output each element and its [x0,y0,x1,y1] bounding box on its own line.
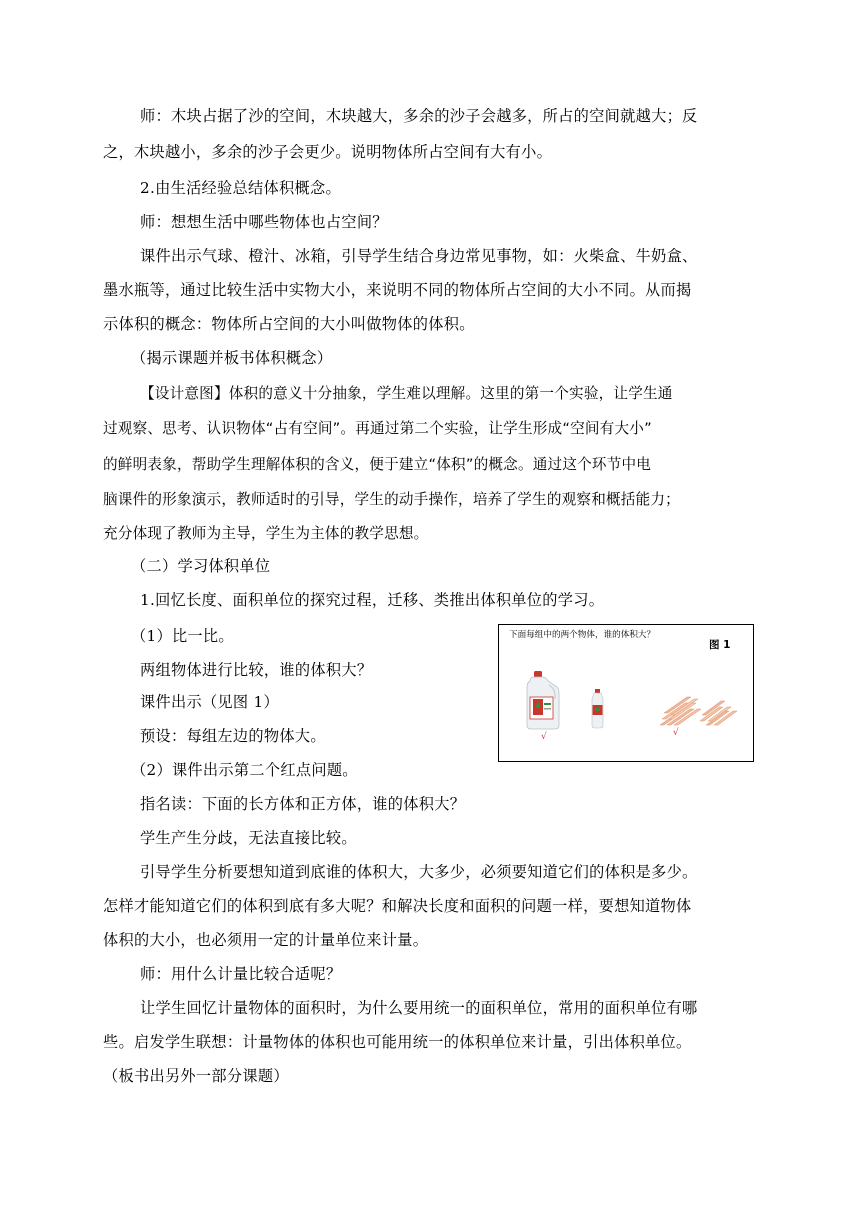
stick-bundle-small-icon [700,701,737,725]
design-intent-line: 充分体现了教师为主导，学生为主体的教学思想。 [103,525,429,542]
paragraph-line: 课件出示气球、橙汁、冰箱，引导学生结合身边常见事物，如：火柴盒、牛奶盒、 [140,247,698,265]
figure-question: 下面每组中的两个物体，谁的体积大？ [509,630,656,640]
section-heading: 2.由生活经验总结体积概念。 [140,179,341,197]
paragraph-line: 师：用什么计量比较合适呢？ [140,965,342,983]
paragraph-line: （2）课件出示第二个红点问题。 [131,761,358,779]
paragraph-line: 课件出示（见图 1） [140,693,279,711]
design-intent-line: 过观察、思考、认识物体“占有空间”。再通过第二个实验，让学生形成“空间有大小” [103,420,652,437]
paragraph-line: 1.回忆长度、面积单位的探究过程，迁移、类推出体积单位的学习。 [140,591,605,609]
paragraph-line: 些。启发学生联想：计量物体的体积也可能用统一的体积单位来计量，引出体积单位。 [103,1033,692,1051]
paragraph-line: 引导学生分析要想知道到底谁的体积大，大多少，必须要知道它们的体积是多少。 [140,863,698,881]
paragraph-line: 之，木块越小，多余的沙子会更少。说明物体所占空间有大有小。 [103,143,553,161]
paragraph-line: 体积的大小，也必须用一定的计量单位来计量。 [103,931,429,949]
paragraph-line: 示体积的概念：物体所占空间的大小叫做物体的体积。 [103,315,475,333]
paragraph-line: 学生产生分歧，无法直接比较。 [140,829,357,847]
figure-illustration [499,625,753,761]
check-mark-icon: √ [541,732,547,742]
paragraph-line: 墨水瓶等，通过比较生活中实物大小，来说明不同的物体所占空间的大小不同。从而揭 [103,281,692,299]
stick-bundle-large-icon [660,697,701,725]
paragraph-line: 师：想想生活中哪些物体也占空间？ [140,213,388,231]
design-intent-line: 【设计意图】体积的意义十分抽象，学生难以理解。这里的第一个实验，让学生通 [140,385,673,402]
design-intent-line: 脑课件的形象演示，教师适时的引导，学生的动手操作，培养了学生的观察和概括能力； [103,491,680,508]
paragraph-line: （1）比一比。 [131,627,234,645]
paragraph-line: （揭示课题并板书体积概念） [131,349,333,367]
section-heading: （二）学习体积单位 [131,557,271,575]
paragraph-line: 指名读：下面的长方体和正方体，谁的体积大？ [140,795,466,813]
paragraph-line: 怎样才能知道它们的体积到底有多大呢？和解决长度和面积的问题一样，要想知道物体 [103,897,692,915]
design-intent-line: 的鲜明表象，帮助学生理解体积的含义，便于建立“体积”的概念。通过这个环节中电 [103,456,652,473]
check-mark-icon: √ [673,728,679,738]
paragraph-line: 预设：每组左边的物体大。 [140,727,326,745]
paragraph-line: 师：木块占据了沙的空间，木块越大，多余的沙子会越多，所占的空间就越大；反 [140,107,698,125]
paragraph-line: 让学生回忆计量物体的面积时，为什么要用统一的面积单位，常用的面积单位有哪 [140,999,698,1017]
large-water-jug-icon [527,671,559,729]
paragraph-line: 两组物体进行比较，谁的体积大？ [140,661,373,679]
paragraph-line: （板书出另外一部分课题） [103,1067,289,1085]
figure-label: 图 1 [709,639,731,651]
small-water-bottle-icon [592,689,603,728]
figure-1 [498,624,754,762]
